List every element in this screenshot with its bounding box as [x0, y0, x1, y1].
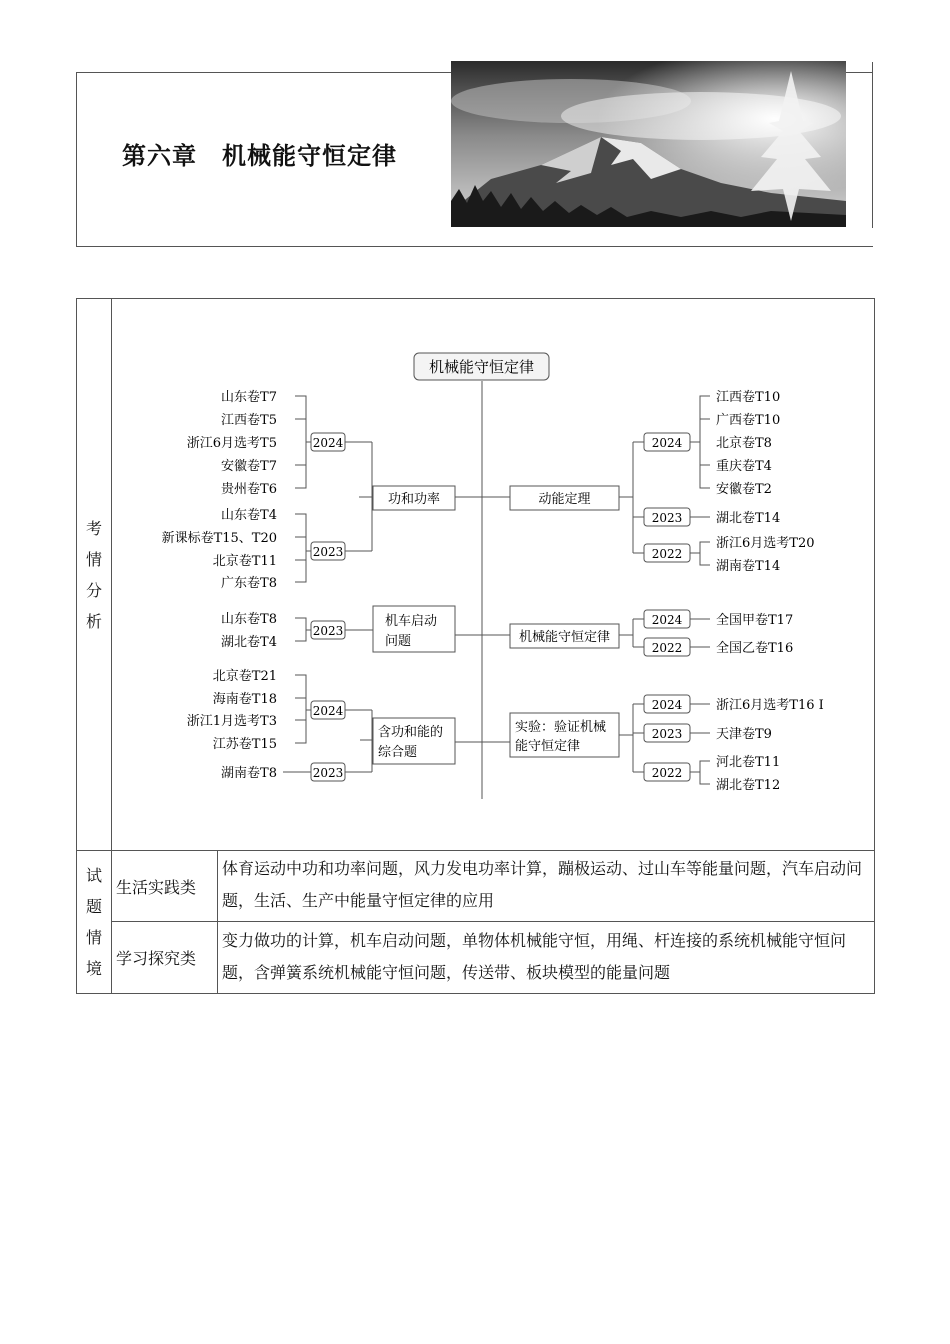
- exam-item: 浙江6月选考T20: [716, 536, 815, 551]
- label-char: 境: [85, 959, 102, 978]
- exam-analysis-label: [77, 299, 112, 851]
- context-row-study: [77, 922, 875, 994]
- year-label: 2024: [651, 436, 683, 450]
- topic-experiment-line1: 实验：验证机械: [515, 720, 607, 735]
- label-char: 考: [85, 518, 102, 538]
- exam-item: 贵州卷T6: [221, 482, 277, 497]
- context-description: 体育运动中功和功率问题，风力发电功率计算，蹦极运动、过山车等能量问题，汽车启动问题，生活、生产中能量守恒定律的应用: [218, 851, 875, 922]
- root-node-label: 机械能守恒定律: [428, 358, 535, 376]
- context-category: 生活实践类: [112, 851, 218, 922]
- test-context-label: [77, 851, 112, 994]
- topic-kinetic: 动能定理: [538, 492, 591, 507]
- exam-item: 重庆卷T4: [716, 459, 772, 474]
- exam-item: 湖北卷T14: [716, 511, 781, 526]
- mindmap-diagram: [112, 299, 873, 849]
- year-label: 2024: [312, 704, 344, 718]
- topic-work-power: 功和功率: [387, 492, 441, 507]
- exam-item: 广东卷T8: [221, 576, 277, 591]
- topic-vehicle-start-line1: 机车启动: [385, 614, 438, 629]
- year-label: 2023: [312, 624, 344, 638]
- chapter-title: 第六章 机械能守恒定律: [122, 142, 397, 170]
- exam-item: 浙江6月选考T5: [186, 436, 277, 451]
- topic-vehicle-start-line2: 问题: [385, 634, 412, 649]
- label-char: 情: [85, 928, 102, 947]
- exam-item: 全国乙卷T16: [716, 641, 794, 656]
- exam-item: 湖南卷T8: [221, 766, 277, 781]
- exam-item: 江西卷T5: [221, 413, 277, 428]
- exam-item: 新课标卷T15、T20: [161, 531, 277, 546]
- exam-item: 天津卷T9: [716, 727, 772, 742]
- mindmap-cell: [112, 299, 875, 851]
- exam-item: 江苏卷T15: [212, 737, 277, 752]
- exam-item: 安徽卷T7: [221, 459, 277, 474]
- year-label: 2023: [312, 545, 344, 559]
- exam-item: 山东卷T7: [221, 390, 277, 405]
- context-description: 变力做功的计算，机车启动问题，单物体机械能守恒，用绳、杆连接的系统机械能守恒问题，含弹簧系统机械能守恒问题，传送带、板块模型的能量问题: [218, 922, 875, 994]
- exam-item: 浙江1月选考T3: [186, 714, 277, 729]
- exam-item: 北京卷T11: [212, 554, 277, 569]
- analysis-table: [76, 298, 875, 994]
- mountain-landscape-photo: [451, 61, 846, 227]
- exam-item: 山东卷T8: [221, 612, 277, 627]
- year-label: 2024: [651, 698, 683, 712]
- label-char: 分: [85, 580, 102, 600]
- context-category: 学习探究类: [112, 922, 218, 994]
- year-label: 2024: [312, 436, 344, 450]
- exam-item: 广西卷T10: [716, 413, 781, 428]
- topic-work-energy-line1: 含功和能的: [378, 725, 444, 740]
- context-row-life: [77, 851, 875, 922]
- exam-analysis-row: [77, 299, 875, 851]
- landscape-image: [451, 61, 846, 227]
- year-label: 2022: [651, 547, 683, 561]
- exam-item: 北京卷T21: [212, 669, 277, 684]
- topic-work-energy-line2: 综合题: [378, 745, 418, 760]
- year-label: 2023: [651, 727, 683, 741]
- exam-item: 河北卷T11: [716, 755, 781, 770]
- label-char: 试: [85, 866, 102, 885]
- exam-item: 安徽卷T2: [716, 482, 772, 497]
- exam-item: 湖北卷T12: [716, 778, 781, 793]
- exam-item: 湖南卷T14: [716, 559, 781, 574]
- topic-experiment-line2: 能守恒定律: [515, 739, 581, 754]
- label-char: 情: [85, 549, 102, 569]
- label-char: 析: [85, 611, 102, 631]
- year-label: 2023: [651, 511, 683, 525]
- year-label: 2024: [651, 613, 683, 627]
- exam-item: 全国甲卷T17: [716, 613, 794, 628]
- year-label: 2023: [312, 766, 344, 780]
- year-label: 2022: [651, 766, 683, 780]
- exam-item: 江西卷T10: [716, 390, 781, 405]
- year-label: 2022: [651, 641, 683, 655]
- topic-conservation: 机械能守恒定律: [518, 630, 611, 645]
- exam-item: 山东卷T4: [221, 508, 277, 523]
- header-right-rule: [872, 62, 873, 228]
- exam-item: 北京卷T8: [716, 436, 772, 451]
- exam-item: 海南卷T18: [212, 692, 277, 707]
- exam-item: 湖北卷T4: [221, 635, 277, 650]
- exam-item: 浙江6月选考T16 Ⅰ: [716, 698, 824, 713]
- label-char: 题: [85, 897, 102, 916]
